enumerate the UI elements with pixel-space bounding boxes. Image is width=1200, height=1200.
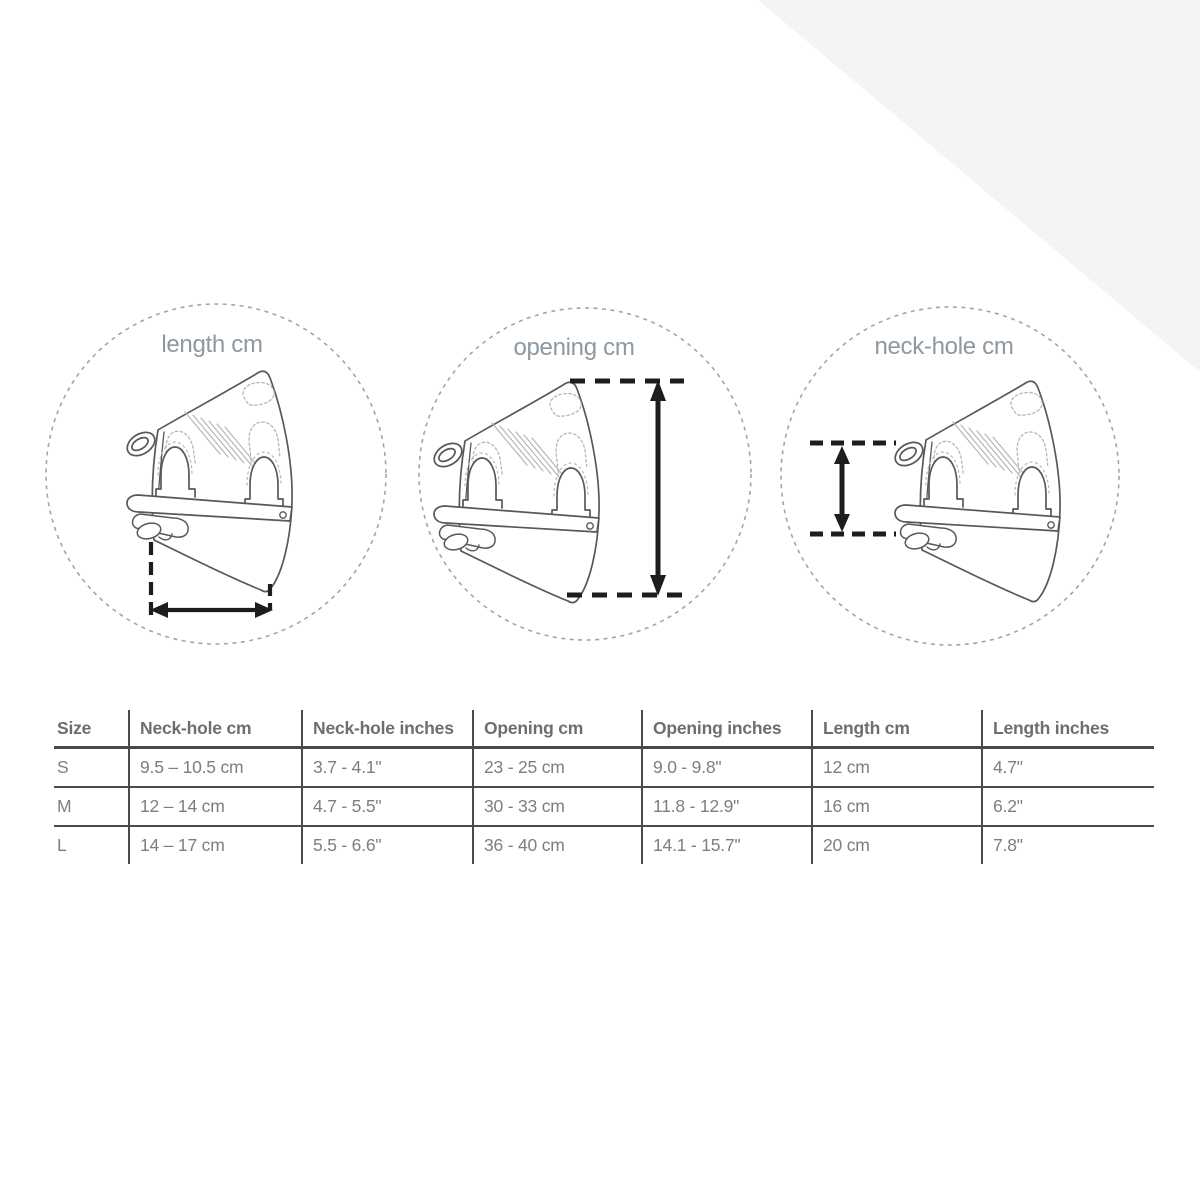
table-row-large <box>54 826 1154 864</box>
collar-cone-illustration <box>891 381 1060 601</box>
cell-size: L <box>57 835 67 855</box>
collar-cone-illustration <box>430 382 599 602</box>
cell-length-inches: 7.8" <box>982 826 1154 864</box>
cell-opening-cm: 30 - 33 cm <box>473 787 642 826</box>
cell-neckhole-cm: 12 – 14 cm <box>129 787 302 826</box>
cell-length-cm: 16 cm <box>812 787 982 826</box>
cell-neckhole-cm: 9.5 – 10.5 cm <box>129 748 302 788</box>
column-header-opening-inches: Opening inches <box>642 710 812 748</box>
size-table <box>54 710 1154 864</box>
column-header-size: Size <box>54 710 129 748</box>
cell-size: S <box>54 748 129 788</box>
column-header-neckhole-inches: Neck-hole inches <box>302 710 473 748</box>
cell-length-cm: 12 cm <box>812 748 982 788</box>
cell-opening-inches: 11.8 - 12.9" <box>642 787 812 826</box>
cell-opening-cm: 23 - 25 cm <box>473 748 642 788</box>
cell-neckhole-cm: 14 – 17 cm <box>129 826 302 864</box>
cell-neckhole-inches: 4.7 - 5.5" <box>302 787 473 826</box>
cell-opening-cm: 36 - 40 cm <box>473 826 642 864</box>
cell-neckhole-inches: 5.5 - 6.6" <box>302 826 473 864</box>
cell-size: M <box>54 787 129 826</box>
cell-opening-inches: 9.0 - 9.8" <box>642 748 812 788</box>
cell-opening-inches: 14.1 - 15.7" <box>642 826 812 864</box>
column-header-neckhole-cm: Neck-hole cm <box>129 710 302 748</box>
column-header-opening-cm: Opening cm <box>473 710 642 748</box>
opening-diagram-label: opening cm <box>513 334 635 361</box>
neckhole-diagram-label: neck-hole cm <box>874 333 1014 360</box>
collar-cone-illustration <box>123 371 292 591</box>
length-diagram-label: length cm <box>161 331 263 358</box>
cell-length-cm: 20 cm <box>812 826 982 864</box>
column-header-length-inches: Length inches <box>982 710 1154 748</box>
cell-length-inches: 4.7" <box>982 748 1154 788</box>
cell-length-inches: 6.2" <box>982 787 1154 826</box>
neckhole-measurement-arrow <box>810 443 896 534</box>
cell-neckhole-inches: 3.7 - 4.1" <box>302 748 473 788</box>
column-header-length-cm: Length cm <box>812 710 982 748</box>
table-row-medium <box>54 787 1154 826</box>
header-row <box>54 710 1154 748</box>
table-row-small <box>54 748 1154 788</box>
